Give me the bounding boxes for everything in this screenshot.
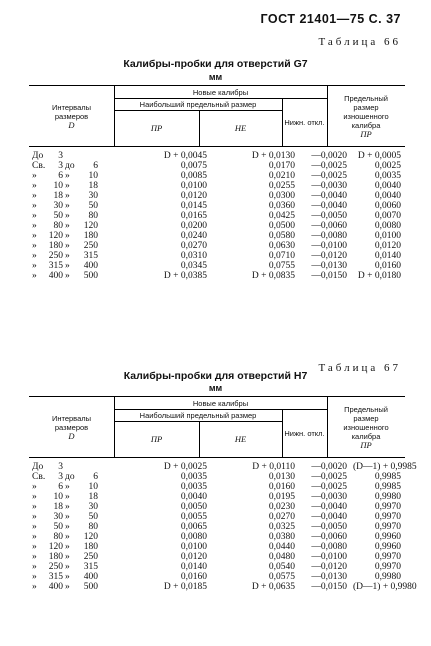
ne-value: 0,0255 xyxy=(268,181,295,191)
lower-deviation: —0,0025 xyxy=(311,472,347,482)
lower-deviation: —0,0080 xyxy=(311,542,347,552)
header-lower-dev: Нижн. откл. xyxy=(284,428,325,438)
interval-prefix: » xyxy=(32,552,37,562)
worn-limit: 0,0035 xyxy=(374,171,401,181)
table-row xyxy=(29,482,405,492)
interval-prefix: Св. xyxy=(32,161,46,171)
interval-from: 30 xyxy=(53,201,63,211)
interval-prefix: » xyxy=(32,482,37,492)
table-67-header xyxy=(29,396,405,458)
ne-value: 0,0230 xyxy=(268,502,295,512)
header-new-gauges: Новые калибры xyxy=(192,87,249,97)
interval-connector: » xyxy=(65,231,70,241)
interval-to: 500 xyxy=(83,582,98,592)
interval-to: 250 xyxy=(83,241,98,251)
interval-from: 315 xyxy=(48,261,63,271)
ne-value: D + 0,0130 xyxy=(251,151,295,161)
interval-prefix: » xyxy=(32,251,37,261)
ne-value: 0,0575 xyxy=(268,572,295,582)
table-row xyxy=(29,512,405,522)
ne-value: 0,0300 xyxy=(268,191,295,201)
header-largest-limit: Наибольший предельный размер xyxy=(139,99,257,109)
interval-from: 250 xyxy=(48,251,63,261)
interval-from: 315 xyxy=(48,572,63,582)
interval-to: 250 xyxy=(83,552,98,562)
ne-value: 0,0170 xyxy=(268,161,295,171)
pr-value: 0,0120 xyxy=(180,552,207,562)
lower-deviation: —0,0040 xyxy=(311,201,347,211)
table-66 xyxy=(29,85,405,281)
interval-connector: » xyxy=(65,492,70,502)
table-row xyxy=(29,542,405,552)
worn-limit: 0,9960 xyxy=(374,542,401,552)
ne-value: 0,0440 xyxy=(268,542,295,552)
ne-value: D + 0,0110 xyxy=(252,462,295,472)
lower-deviation: —0,0050 xyxy=(311,522,347,532)
interval-to: 30 xyxy=(88,191,98,201)
worn-limit: 0,9985 xyxy=(374,472,401,482)
interval-to: 400 xyxy=(83,261,98,271)
header-ne: НЕ xyxy=(234,122,247,133)
interval-connector: » xyxy=(65,171,70,181)
ne-value: 0,0425 xyxy=(268,211,295,221)
interval-connector: » xyxy=(65,512,70,522)
interval-prefix: » xyxy=(32,582,37,592)
ne-value: D + 0,0835 xyxy=(251,271,295,281)
ne-value: D + 0,0635 xyxy=(251,582,295,592)
lower-deviation: —0,0030 xyxy=(311,181,347,191)
pr-value: 0,0145 xyxy=(180,201,207,211)
interval-connector: » xyxy=(65,241,70,251)
interval-to: 120 xyxy=(83,221,98,231)
ne-value: 0,0195 xyxy=(268,492,295,502)
interval-from: 30 xyxy=(53,512,63,522)
worn-limit: 0,0025 xyxy=(374,161,401,171)
worn-limit: 0,0080 xyxy=(374,221,401,231)
table-66-label: Таблица 66 xyxy=(318,36,401,48)
interval-prefix: » xyxy=(32,221,37,231)
table-66-header xyxy=(29,85,405,147)
interval-from: 3 xyxy=(58,161,63,171)
worn-limit: 0,9980 xyxy=(374,492,401,502)
pr-value: 0,0310 xyxy=(180,251,207,261)
lower-deviation: —0,0120 xyxy=(311,562,347,572)
interval-from: 50 xyxy=(53,522,63,532)
interval-connector: » xyxy=(65,261,70,271)
interval-to: 315 xyxy=(83,251,98,261)
ne-value: 0,0130 xyxy=(268,472,295,482)
worn-limit: 0,0060 xyxy=(374,201,401,211)
interval-to: 80 xyxy=(88,522,98,532)
pr-value: D + 0,0045 xyxy=(163,151,207,161)
worn-limit: 0,0070 xyxy=(374,211,401,221)
interval-from: 10 xyxy=(53,492,63,502)
table-row xyxy=(29,201,405,211)
table-row xyxy=(29,582,417,592)
table-67-label: Таблица 67 xyxy=(318,362,401,374)
ne-value: 0,0580 xyxy=(268,231,295,241)
interval-prefix: » xyxy=(32,562,37,572)
interval-to: 315 xyxy=(83,562,98,572)
interval-from: 3 xyxy=(58,472,63,482)
interval-connector: до xyxy=(65,161,75,171)
worn-limit: 0,0040 xyxy=(374,191,401,201)
interval-connector: » xyxy=(65,562,70,572)
interval-from: 50 xyxy=(53,211,63,221)
lower-deviation: —0,0050 xyxy=(311,211,347,221)
lower-deviation: —0,0030 xyxy=(311,492,347,502)
ne-value: 0,0500 xyxy=(268,221,295,231)
interval-prefix: До xyxy=(32,462,44,472)
interval-from: 80 xyxy=(53,532,63,542)
interval-prefix: » xyxy=(32,542,37,552)
worn-limit: 0,0100 xyxy=(374,231,401,241)
interval-connector: до xyxy=(65,472,75,482)
worn-limit: 0,9970 xyxy=(374,552,401,562)
ne-value: 0,0480 xyxy=(268,552,295,562)
table-row xyxy=(29,221,405,231)
table-67-title: Калибры-пробки для отверстий H7 xyxy=(123,370,308,382)
pr-value: 0,0140 xyxy=(180,562,207,572)
lower-deviation: —0,0150 xyxy=(311,271,347,281)
worn-limit: 0,9960 xyxy=(374,532,401,542)
header-pr: ПР xyxy=(150,122,163,133)
header-ne: НЕ xyxy=(234,433,247,444)
table-row xyxy=(29,562,405,572)
lower-deviation: —0,0150 xyxy=(311,582,347,592)
worn-limit: 0,0040 xyxy=(374,181,401,191)
table-row xyxy=(29,191,405,201)
ne-value: 0,0540 xyxy=(268,562,295,572)
interval-connector: » xyxy=(65,271,70,281)
interval-connector: » xyxy=(65,582,70,592)
interval-connector: » xyxy=(65,522,70,532)
ne-value: 0,0630 xyxy=(268,241,295,251)
interval-prefix: » xyxy=(32,171,37,181)
interval-prefix: » xyxy=(32,522,37,532)
interval-prefix: » xyxy=(32,181,37,191)
lower-deviation: —0,0025 xyxy=(311,171,347,181)
pr-value: 0,0345 xyxy=(180,261,207,271)
worn-limit: 0,0120 xyxy=(374,241,401,251)
interval-connector: » xyxy=(65,221,70,231)
worn-limit: 0,0160 xyxy=(374,261,401,271)
table-row xyxy=(29,462,417,472)
interval-from: 250 xyxy=(48,562,63,572)
interval-connector: » xyxy=(65,502,70,512)
interval-from: 6 xyxy=(58,482,63,492)
ne-value: 0,0160 xyxy=(268,482,295,492)
lower-deviation: —0,0020 xyxy=(311,151,347,161)
table-row xyxy=(29,161,405,171)
lower-deviation: —0,0100 xyxy=(311,241,347,251)
interval-prefix: Св. xyxy=(32,472,46,482)
pr-value: 0,0200 xyxy=(180,221,207,231)
interval-to: 80 xyxy=(88,211,98,221)
pr-value: 0,0055 xyxy=(180,512,207,522)
table-row xyxy=(29,211,405,221)
interval-connector: » xyxy=(65,572,70,582)
lower-deviation: —0,0040 xyxy=(311,502,347,512)
interval-to: 18 xyxy=(88,492,98,502)
interval-to: 400 xyxy=(83,572,98,582)
interval-prefix: » xyxy=(32,492,37,502)
pr-value: 0,0160 xyxy=(180,572,207,582)
table-66-title: Калибры-пробки для отверстий G7 xyxy=(123,58,308,70)
header-pr: ПР xyxy=(150,433,163,444)
table-row xyxy=(29,231,405,241)
worn-limit: 0,9970 xyxy=(374,562,401,572)
interval-to: 30 xyxy=(88,502,98,512)
table-row xyxy=(29,151,405,161)
table-row xyxy=(29,271,405,281)
interval-to: 500 xyxy=(83,271,98,281)
table-row xyxy=(29,502,405,512)
pr-value: D + 0,0385 xyxy=(163,271,207,281)
interval-prefix: » xyxy=(32,502,37,512)
ne-value: 0,0710 xyxy=(268,251,295,261)
ne-value: 0,0270 xyxy=(268,512,295,522)
interval-prefix: » xyxy=(32,261,37,271)
worn-limit: 0,9985 xyxy=(374,482,401,492)
interval-to: 10 xyxy=(88,171,98,181)
lower-deviation: —0,0025 xyxy=(311,161,347,171)
pr-value: 0,0100 xyxy=(180,181,207,191)
interval-from: 120 xyxy=(48,542,63,552)
worn-limit: 0,9980 xyxy=(374,572,401,582)
interval-to: 6 xyxy=(93,161,98,171)
header-largest-limit: Наибольший предельный размер xyxy=(139,410,257,420)
pr-value: 0,0050 xyxy=(180,502,207,512)
interval-to: 180 xyxy=(83,542,98,552)
header-intervals: Интервалы размеров D xyxy=(51,413,92,441)
pr-value: 0,0165 xyxy=(180,211,207,221)
interval-connector: » xyxy=(65,251,70,261)
header-worn: Предельный размер изношенного калибра ПР xyxy=(343,93,389,139)
ne-value: 0,0380 xyxy=(268,532,295,542)
worn-limit: 0,9970 xyxy=(374,522,401,532)
interval-connector: » xyxy=(65,532,70,542)
lower-deviation: —0,0025 xyxy=(311,482,347,492)
header-intervals: Интервалы размеров D xyxy=(51,102,92,130)
ne-value: 0,0360 xyxy=(268,201,295,211)
interval-prefix: » xyxy=(32,532,37,542)
interval-prefix: » xyxy=(32,231,37,241)
interval-connector: » xyxy=(65,181,70,191)
lower-deviation: —0,0100 xyxy=(311,552,347,562)
pr-value: D + 0,0185 xyxy=(163,582,207,592)
header-worn: Предельный размер изношенного калибра ПР xyxy=(343,404,389,450)
pr-value: 0,0040 xyxy=(180,492,207,502)
interval-prefix: До xyxy=(32,151,44,161)
table-67-unit: мм xyxy=(208,383,223,393)
worn-limit: D + 0,0005 xyxy=(357,151,401,161)
interval-to: 50 xyxy=(88,512,98,522)
interval-from: 18 xyxy=(53,502,63,512)
header-new-gauges: Новые калибры xyxy=(192,398,249,408)
worn-limit: 0,9970 xyxy=(374,512,401,522)
lower-deviation: —0,0040 xyxy=(311,191,347,201)
pr-value: 0,0035 xyxy=(180,482,207,492)
interval-from: 6 xyxy=(58,171,63,181)
table-67 xyxy=(29,396,417,592)
worn-limit: 0,9970 xyxy=(374,502,401,512)
interval-to: 50 xyxy=(88,201,98,211)
table-row xyxy=(29,171,405,181)
interval-prefix: » xyxy=(32,572,37,582)
table-row xyxy=(29,241,405,251)
interval-to: 120 xyxy=(83,532,98,542)
pr-value: 0,0035 xyxy=(180,472,207,482)
pr-value: 0,0240 xyxy=(180,231,207,241)
interval-to: 180 xyxy=(83,231,98,241)
table-row xyxy=(29,261,405,271)
table-row xyxy=(29,532,405,542)
interval-prefix: » xyxy=(32,201,37,211)
interval-prefix: » xyxy=(32,512,37,522)
interval-prefix: » xyxy=(32,211,37,221)
interval-from: 180 xyxy=(48,241,63,251)
interval-from: 180 xyxy=(48,552,63,562)
lower-deviation: —0,0080 xyxy=(311,231,347,241)
interval-from: 3 xyxy=(58,151,63,161)
header-lower-dev: Нижн. откл. xyxy=(284,117,325,127)
interval-from: 120 xyxy=(48,231,63,241)
interval-connector: » xyxy=(65,201,70,211)
pr-value: 0,0270 xyxy=(180,241,207,251)
interval-from: 18 xyxy=(53,191,63,201)
interval-from: 400 xyxy=(48,582,63,592)
interval-connector: » xyxy=(65,552,70,562)
interval-to: 10 xyxy=(88,482,98,492)
interval-prefix: » xyxy=(32,271,37,281)
lower-deviation: —0,0060 xyxy=(311,221,347,231)
interval-to: 18 xyxy=(88,181,98,191)
interval-prefix: » xyxy=(32,241,37,251)
table-row xyxy=(29,572,405,582)
interval-to: 6 xyxy=(93,472,98,482)
lower-deviation: —0,0020 xyxy=(311,462,347,472)
ne-value: 0,0210 xyxy=(268,171,295,181)
ne-value: 0,0325 xyxy=(268,522,295,532)
interval-connector: » xyxy=(65,191,70,201)
interval-from: 3 xyxy=(58,462,63,472)
lower-deviation: —0,0130 xyxy=(311,572,347,582)
worn-limit: (D—1) + 0,9980 xyxy=(353,582,417,592)
page-header: ГОСТ 21401—75 С. 37 xyxy=(260,12,401,26)
pr-value: 0,0075 xyxy=(180,161,207,171)
table-66-unit: мм xyxy=(208,72,223,82)
pr-value: 0,0080 xyxy=(180,532,207,542)
pr-value: D + 0,0025 xyxy=(163,462,207,472)
pr-value: 0,0085 xyxy=(180,171,207,181)
interval-connector: » xyxy=(65,211,70,221)
lower-deviation: —0,0040 xyxy=(311,512,347,522)
interval-connector: » xyxy=(65,482,70,492)
table-row xyxy=(29,552,405,562)
ne-value: 0,0755 xyxy=(268,261,295,271)
pr-value: 0,0100 xyxy=(180,542,207,552)
lower-deviation: —0,0060 xyxy=(311,532,347,542)
lower-deviation: —0,0130 xyxy=(311,261,347,271)
table-row xyxy=(29,492,405,502)
table-row xyxy=(29,472,405,482)
table-row xyxy=(29,522,405,532)
worn-limit: D + 0,0180 xyxy=(357,271,401,281)
table-66-body xyxy=(29,151,405,281)
interval-prefix: » xyxy=(32,191,37,201)
interval-from: 10 xyxy=(53,181,63,191)
worn-limit: 0,0140 xyxy=(374,251,401,261)
table-row xyxy=(29,251,405,261)
lower-deviation: —0,0120 xyxy=(311,251,347,261)
table-67-body xyxy=(29,462,417,592)
pr-value: 0,0120 xyxy=(180,191,207,201)
pr-value: 0,0065 xyxy=(180,522,207,532)
interval-from: 400 xyxy=(48,271,63,281)
interval-from: 80 xyxy=(53,221,63,231)
worn-limit: (D—1) + 0,9985 xyxy=(353,462,417,472)
interval-connector: » xyxy=(65,542,70,552)
table-row xyxy=(29,181,405,191)
